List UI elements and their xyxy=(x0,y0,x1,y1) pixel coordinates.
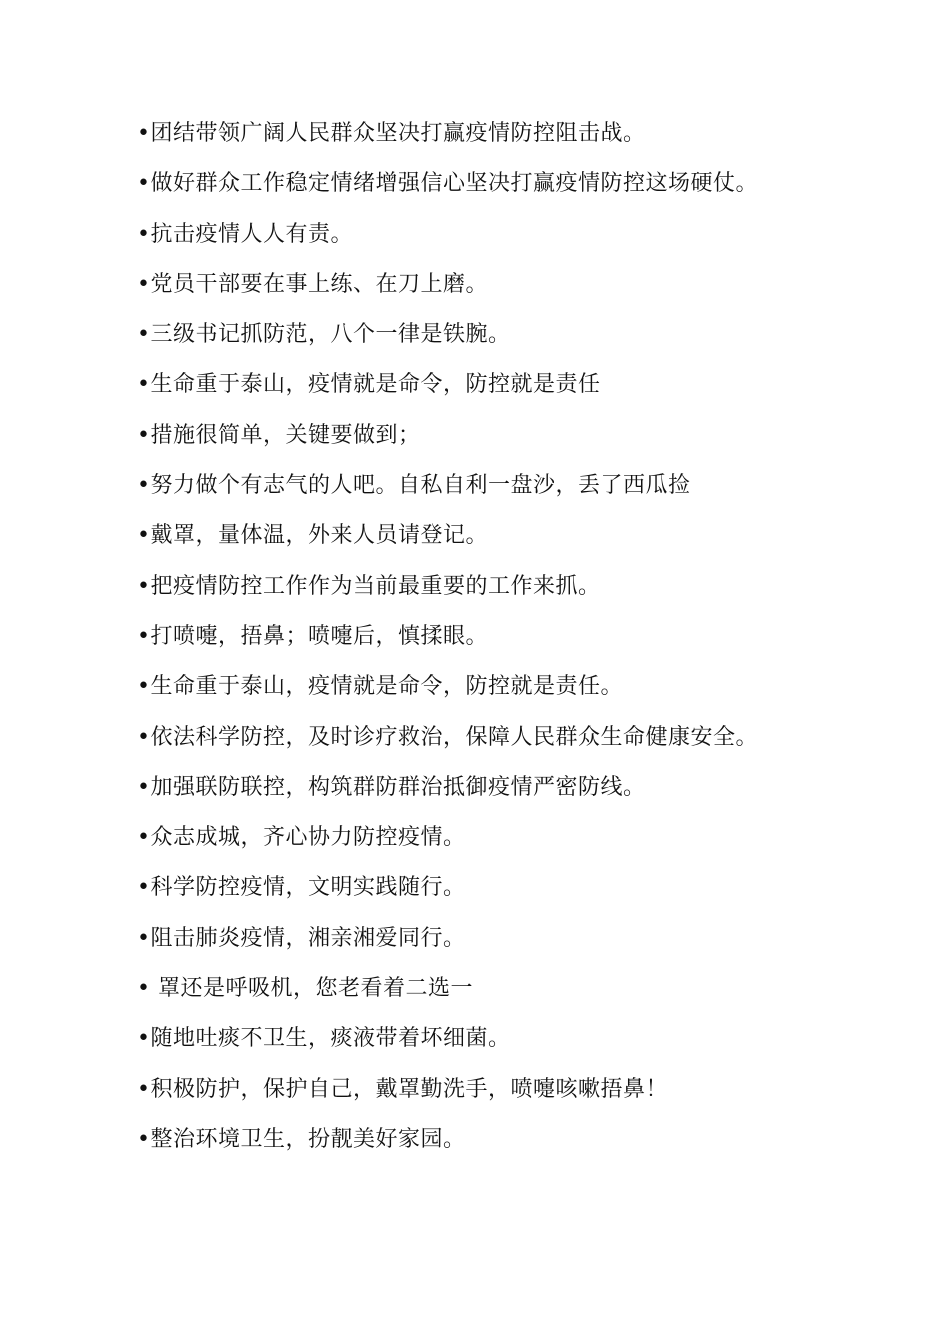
slogan-line: •生命重于泰山，疫情就是命令，防控就是责任 xyxy=(137,372,601,398)
slogan-line: •加强联防联控，构筑群防群治抵御疫情严密防线。 xyxy=(137,774,646,800)
slogan-line: •众志成城，齐心协力防控疫情。 xyxy=(137,825,466,851)
slogan-line: •做好群众工作稳定情绪增强信心坚决打赢疫情防控这场硬仗。 xyxy=(137,171,758,197)
slogan-line: •科学防控疫情，文明实践随行。 xyxy=(137,875,466,901)
slogan-line: •戴罩，量体温，外来人员请登记。 xyxy=(137,523,488,549)
slogan-line: •三级书记抓防范，八个一律是铁腕。 xyxy=(137,322,511,348)
slogan-line: •把疫情防控工作作为当前最重要的工作来抓。 xyxy=(137,573,601,599)
slogan-line: • 罩还是呼吸机，您老看着二选一 xyxy=(137,976,473,1002)
slogan-line: •团结带领广阔人民群众坚决打赢疫情防控阻击战。 xyxy=(137,121,646,146)
slogan-line: •生命重于泰山，疫情就是命令，防控就是责任。 xyxy=(137,674,623,700)
slogan-line: •阻击肺炎疫情，湘亲湘爱同行。 xyxy=(137,925,466,951)
slogan-line: •积极防护，保护自己，戴罩勤洗手，喷嚏咳嗽捂鼻！ xyxy=(137,1076,668,1102)
slogan-line: •抗击疫情人人有责。 xyxy=(137,221,353,247)
slogan-line: •随地吐痰不卫生，痰液带着坏细菌。 xyxy=(137,1026,511,1052)
slogan-line: •依法科学防控，及时诊疗救治，保障人民群众生命健康安全。 xyxy=(137,724,758,750)
slogan-line: •党员干部要在事上练、在刀上磨。 xyxy=(137,271,488,297)
slogan-line: •努力做个有志气的人吧。自私自利一盘沙，丢了西瓜捡 xyxy=(137,473,691,499)
slogan-line: •整治环境卫生，扮靓美好家园。 xyxy=(137,1126,466,1152)
slogan-list xyxy=(137,116,917,1172)
slogan-line: •打喷嚏，捂鼻；喷嚏后，慎揉眼。 xyxy=(137,623,488,649)
slogan-line: •措施很简单，关键要做到； xyxy=(137,422,421,448)
